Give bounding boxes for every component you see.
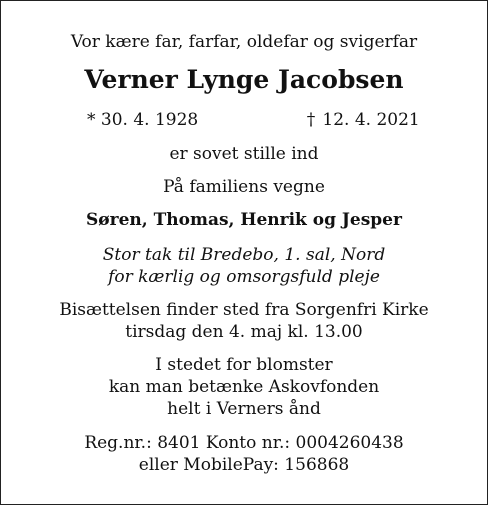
cross-icon: † xyxy=(306,110,316,130)
funeral-line: Bisættelsen finder sted fra Sorgenfri Kirke xyxy=(59,300,429,320)
mobilepay-details: eller MobilePay: 156868 xyxy=(138,455,350,475)
flowers-line: I stedet for blomster xyxy=(155,355,333,375)
intro-text: Vor kære far, farfar, oldefar og svigerfar xyxy=(70,32,418,52)
passed-text: er sovet stille ind xyxy=(169,144,319,164)
family-intro: På familiens vegne xyxy=(163,177,325,197)
life-dates xyxy=(1,109,487,131)
death-date-group xyxy=(305,109,420,131)
funeral-line: tirsdag den 4. maj kl. 13.00 xyxy=(125,322,363,342)
family-names: Søren, Thomas, Henrik og Jesper xyxy=(86,210,402,230)
birth-date: * 30. 4. 1928 xyxy=(87,110,199,130)
bank-details: Reg.nr.: 8401 Konto nr.: 0004260438 xyxy=(84,433,404,453)
death-date: 12. 4. 2021 xyxy=(322,110,420,130)
flowers-line: helt i Verners ånd xyxy=(167,399,321,419)
flowers-line: kan man betænke Askovfonden xyxy=(108,377,380,397)
deceased-name: Verner Lynge Jacobsen xyxy=(84,65,404,94)
thanks-line: for kærlig og omsorgsfuld pleje xyxy=(108,267,380,287)
thanks-line: Stor tak til Bredebo, 1. sal, Nord xyxy=(102,245,386,265)
